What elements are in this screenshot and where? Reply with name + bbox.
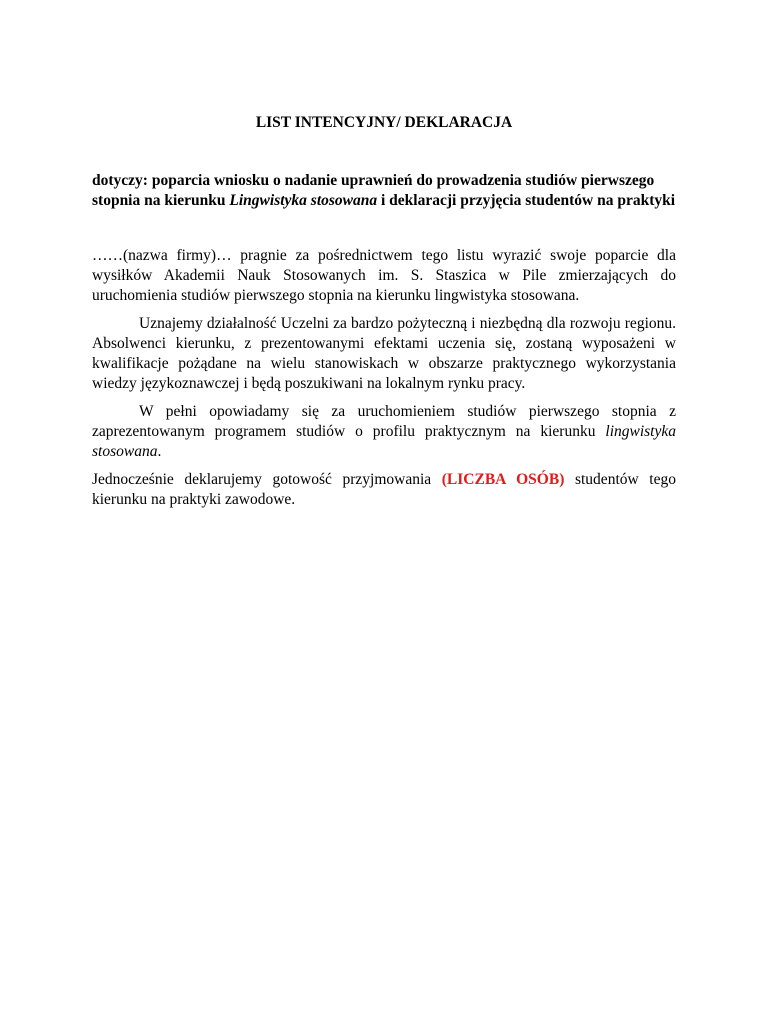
paragraph-endorsement (92, 402, 676, 462)
endorsement-text-end: . (157, 443, 162, 460)
subject-text-start: dotyczy: poparcia wniosku o nadanie uprawnień do prowadzenia studiów pierwszego stopnia na kierunku (92, 172, 655, 209)
subject-course-name: Lingwistyka stosowana (229, 192, 378, 209)
endorsement-text-start: W pełni opowiadamy się za uruchomieniem studiów pierwszego stopnia z zaprezentowanym programem studiów o profilu praktycznym na kierunku (92, 403, 676, 440)
student-count-placeholder: (LICZBA OSÓB) (441, 471, 565, 488)
declaration-text-start: Jednocześnie deklarujemy gotowość przyjmowania (92, 471, 442, 488)
endorsement-course-name: lingwistyka stosowana (92, 423, 676, 460)
document-body (92, 246, 676, 518)
subject-text-end: i deklaracji przyjęcia studentów na praktyki (377, 192, 676, 209)
paragraph-declaration (92, 470, 676, 510)
paragraph-recognition: Uznajemy działalność Uczelni za bardzo pożyteczną i niezbędną dla rozwoju regionu. Absolwenci kierunku, z prezentowanymi efektami uczenia się, zostaną wyposażeni w kwalifikacje pożądane na wielu stanowiskach w obszarze praktycznego wykorzystania wiedzy językoznawczej i będą poszukiwani na lokalnym rynku pracy. (92, 315, 676, 392)
paragraph-support: ……(nazwa firmy)… pragnie za pośrednictwem tego listu wyrazić swoje poparcie dla wysiłków Akademii Nauk Stosowanych im. S. Staszica w Pile zmierzających do uruchomienia studiów pierwszego stopnia na kierunku lingwistyka stosowana. (92, 247, 676, 304)
declaration-text-end: studentów tego kierunku na praktyki zawodowe. (92, 471, 676, 508)
document-subject (92, 171, 676, 211)
document-title: LIST INTENCYJNY/ DEKLARACJA (255, 114, 513, 131)
